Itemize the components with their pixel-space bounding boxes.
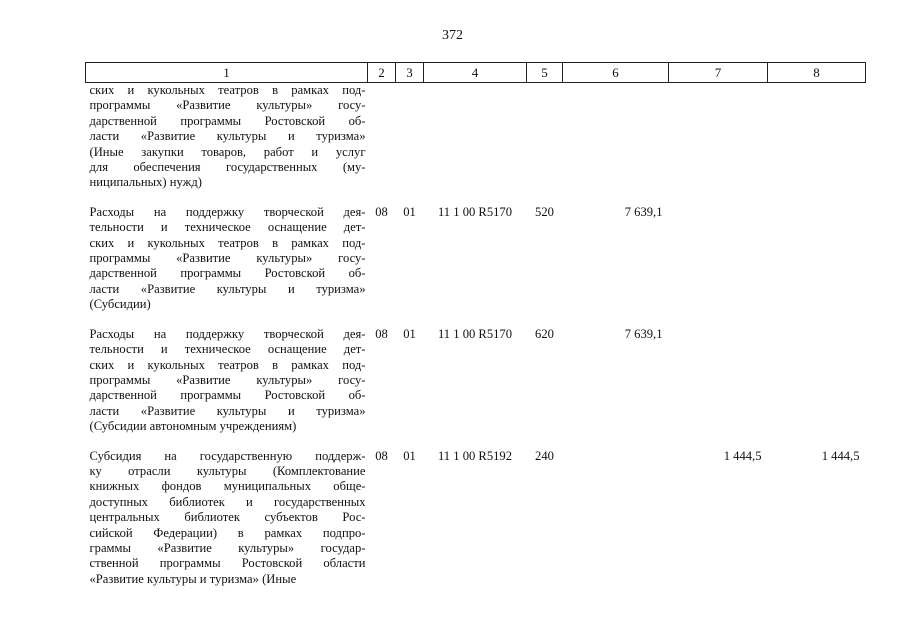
description-line: дарственной программы Ростовской об- [89, 388, 366, 403]
row-subsection-code: 01 [403, 204, 416, 219]
row-subsection-code [396, 83, 424, 205]
description-line: тельности и техническое оснащение дет- [89, 342, 366, 357]
table-row [86, 83, 866, 205]
page-number: 372 [442, 28, 463, 43]
row-amount-col8 [768, 327, 866, 449]
description-line: программы «Развитие культуры» госу- [89, 251, 366, 266]
table-row [86, 205, 866, 327]
description-line: дарственной программы Ростовской об- [89, 113, 366, 128]
description-line: дарственной программы Ростовской об- [89, 266, 366, 281]
table-row [86, 449, 866, 602]
row-amount-col6 [563, 83, 669, 205]
description-line: ласти «Развитие культуры и туризма» [89, 129, 366, 144]
header-col-3: 3 [396, 63, 424, 83]
row-description [86, 205, 368, 327]
table-row [86, 327, 866, 449]
budget-table-grid [85, 62, 866, 601]
description-line: программы «Развитие культуры» госу- [89, 98, 366, 113]
budget-table [85, 62, 865, 601]
row-amount-col7 [669, 327, 768, 449]
row-amount-col8: 1 444,5 [821, 448, 860, 463]
row-amount-col8 [768, 205, 866, 327]
row-description [86, 83, 368, 205]
description-line: Расходы на поддержку творческой дея- [89, 204, 366, 219]
description-line: ласти «Развитие культуры и туризма» [89, 281, 366, 296]
row-amount-col8 [768, 83, 866, 205]
row-description [86, 327, 368, 449]
description-line: (Субсидии автономным учреждениям) [89, 419, 297, 434]
description-line: тельности и техническое оснащение дет- [89, 220, 366, 235]
description-line: граммы «Развитие культуры» государ- [89, 540, 366, 555]
description-line: ниципальных) нужд) [89, 175, 202, 190]
header-col-5: 5 [527, 63, 563, 83]
row-amount-col7: 1 444,5 [723, 448, 762, 463]
row-expense-type: 520 [535, 204, 554, 219]
row-section-code: 08 [375, 326, 388, 341]
row-target-article: 11 1 00 R5170 [437, 326, 513, 341]
header-col-4: 4 [424, 63, 527, 83]
row-subsection-code: 01 [403, 326, 416, 341]
row-expense-type [527, 83, 563, 205]
row-subsection-code: 01 [403, 448, 416, 463]
description-line: ласти «Развитие культуры и туризма» [89, 403, 366, 418]
description-line: ских и кукольных театров в рамках под- [89, 235, 366, 250]
row-section-code: 08 [375, 204, 388, 219]
description-line: программы «Развитие культуры» госу- [89, 372, 366, 387]
description-line: (Иные закупки товаров, работ и услуг [89, 144, 366, 159]
row-target-article [424, 83, 527, 205]
row-section-code: 08 [375, 448, 388, 463]
description-line: сийской Федерации) в рамках подпро- [89, 525, 366, 540]
row-section-code [368, 83, 396, 205]
description-line: ку отрасли культуры (Комплектование [89, 463, 366, 478]
row-description [86, 449, 368, 602]
header-col-2: 2 [368, 63, 396, 83]
header-col-8: 8 [768, 63, 866, 83]
description-line: «Развитие культуры и туризма» (Иные [89, 571, 297, 586]
row-expense-type: 240 [535, 448, 554, 463]
description-line: книжных фондов муниципальных обще- [89, 479, 366, 494]
row-target-article: 11 1 00 R5192 [437, 448, 513, 463]
row-amount-col6 [563, 449, 669, 602]
header-col-1: 1 [86, 63, 368, 83]
header-row [86, 63, 866, 83]
description-line: ственной программы Ростовской области [89, 556, 366, 571]
row-amount-col6: 7 639,1 [624, 204, 663, 219]
description-line: Расходы на поддержку творческой дея- [89, 326, 366, 341]
row-amount-col6: 7 639,1 [624, 326, 663, 341]
description-line: (Субсидии) [89, 297, 151, 312]
description-line: Субсидия на государственную поддерж- [89, 448, 366, 463]
row-target-article: 11 1 00 R5170 [437, 204, 513, 219]
row-amount-col7 [669, 205, 768, 327]
description-line: для обеспечения государственных (му- [89, 160, 366, 175]
row-amount-col7 [669, 83, 768, 205]
header-col-6: 6 [563, 63, 669, 83]
description-line: ских и кукольных театров в рамках под- [89, 83, 366, 97]
header-col-7: 7 [669, 63, 768, 83]
description-line: ских и кукольных театров в рамках под- [89, 357, 366, 372]
description-line: доступных библиотек и государственных [89, 494, 366, 509]
row-expense-type: 620 [535, 326, 554, 341]
description-line: центральных библиотек субъектов Рос- [89, 510, 366, 525]
